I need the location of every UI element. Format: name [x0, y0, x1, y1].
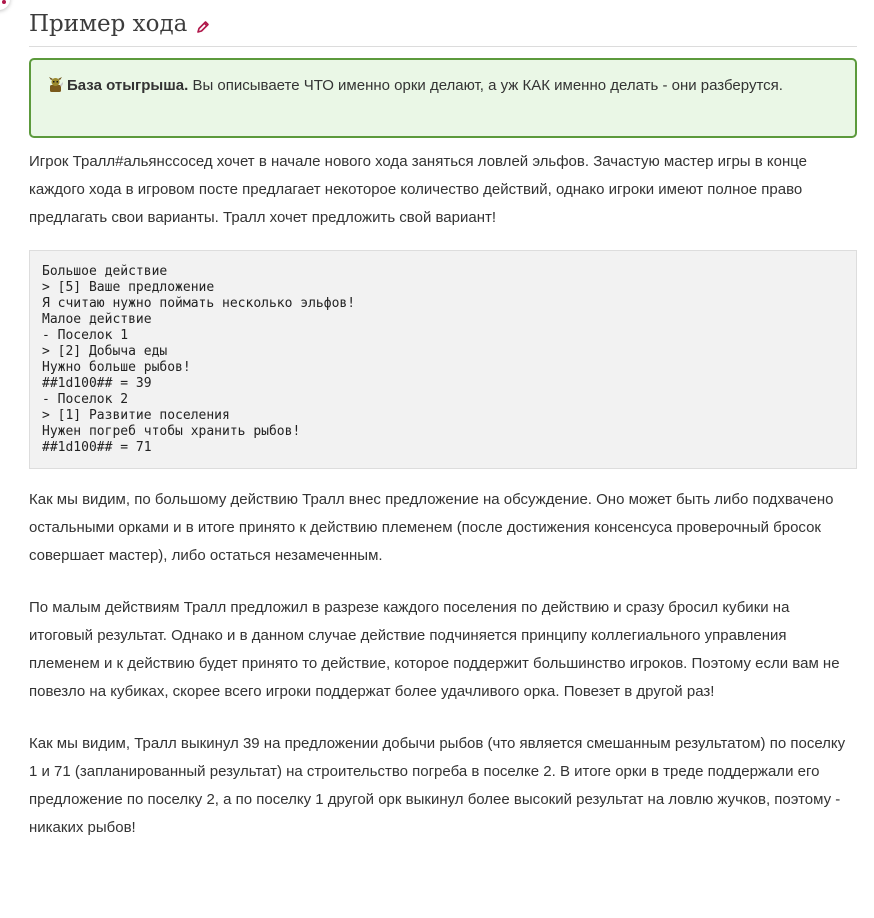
main-content: [29, 0, 857, 842]
corner-tab[interactable]: [0, 0, 10, 10]
corner-dot: [2, 0, 6, 4]
section-title: Пример хода: [29, 11, 188, 37]
small-actions-paragraph: По малым действиям Тралл предложил в разрезе каждого поселения по действию и сразу бросил кубики на итоговый результат. Однако и в данном случае действие подчиняется принципу коллегиального управления племенем и к действию будет принято то действие, которое поддержит большинство игроков. Поэтому если вам не повезло на кубиках, скорее всего игроки поддержат более удачливого орка. Повезет в другой раз!: [29, 599, 840, 700]
big-action-paragraph: Как мы видим, по большому действию Тралл внес предложение на обсуждение. Оно может быть либо подхвачено остальными орками и в итоге принято к действию племенем (после достижения консенсуса проверочный бросок совершает мастер), либо остаться незамеченным.: [29, 491, 834, 564]
code-block: Большое действие > [5] Ваше предложение Я считаю нужно поймать несколько эльфов! Малое действие - Поселок 1 > [2] Добыча еды Нужно больше рыбов! ##1d100## = 39 - Поселок 2 > [1] Развитие поселения Нужен погреб чтобы хранить рыбов! ##1d100## = 71: [29, 250, 857, 469]
callout-label: База отыгрыша.: [67, 77, 189, 94]
result-paragraph: Как мы видим, Тралл выкинул 39 на предложении добычи рыбов (что является смешанным результатом) по поселку 1 и 71 (запланированный результат) на строительство погреба в поселке 2. В итоге орки в треде поддержали его предложение по поселку 2, а по поселку 1 другой орк выкинул более высокий результат на ловлю жучков, поэтому - никаких рыбов!: [29, 735, 846, 836]
roleplay-base-callout: [29, 58, 857, 138]
section-heading: [29, 8, 857, 47]
pencil-icon[interactable]: [196, 20, 210, 34]
intro-paragraph: Игрок Тралл#альянссосед хочет в начале нового хода заняться ловлей эльфов. Зачастую мастер игры в конце каждого хода в игровом посте предлагает некоторое количество действий, однако игроки имеют полное право предлагать свои варианты. Тралл хочет предложить свой вариант!: [29, 153, 808, 226]
orc-figure-icon: [47, 76, 64, 93]
callout-text: Вы описываете ЧТО именно орки делают, а уж КАК именно делать - они разберутся.: [192, 77, 783, 94]
